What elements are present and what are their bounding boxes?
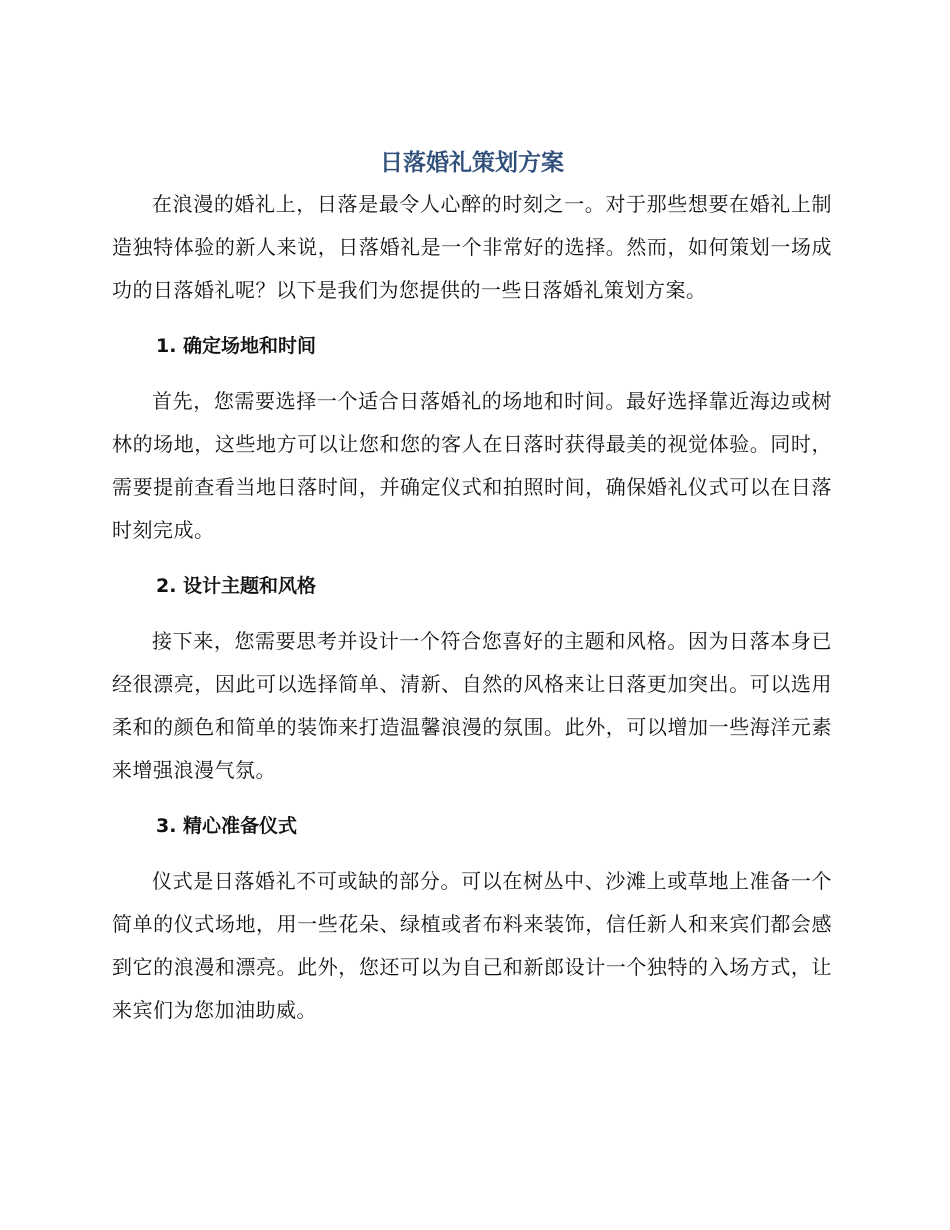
document-content — [112, 143, 832, 1032]
section-body-venue-time: 首先，您需要选择一个适合日落婚礼的场地和时间。最好选择靠近海边或树林的场地，这些地方可以让您和您的客人在日落时获得最美的视觉体验。同时，需要提前查看当地日落时间，并确定仪式和拍照时间，确保婚礼仪式可以在日落时刻完成。 — [112, 389, 832, 542]
section-body-theme-style: 接下来，您需要思考并设计一个符合您喜好的主题和风格。因为日落本身已经很漂亮，因此可以选择简单、清新、自然的风格来让日落更加突出。可以选用柔和的颜色和简单的装饰来打造温馨浪漫的氛围。此外，可以增加一些海洋元素来增强浪漫气氛。 — [112, 629, 832, 782]
section-heading-theme-style: 2. 设计主题和风格 — [156, 575, 317, 597]
section-heading-ceremony: 3. 精心准备仪式 — [156, 815, 298, 837]
section-body-ceremony: 仪式是日落婚礼不可或缺的部分。可以在树丛中、沙滩上或草地上准备一个简单的仪式场地，用一些花朵、绿植或者布料来装饰，信任新人和来宾们都会感到它的浪漫和漂亮。此外，您还可以为自己和新郎设计一个独特的入场方式，让来宾们为您加油助威。 — [112, 869, 832, 1022]
section-heading-venue-time: 1. 确定场地和时间 — [156, 335, 317, 357]
document-title: 日落婚礼策划方案 — [380, 150, 564, 176]
intro-paragraph: 在浪漫的婚礼上，日落是最令人心醉的时刻之一。对于那些想要在婚礼上制造独特体验的新人来说，日落婚礼是一个非常好的选择。然而，如何策划一场成功的日落婚礼呢？以下是我们为您提供的一些日落婚礼策划方案。 — [112, 192, 832, 302]
